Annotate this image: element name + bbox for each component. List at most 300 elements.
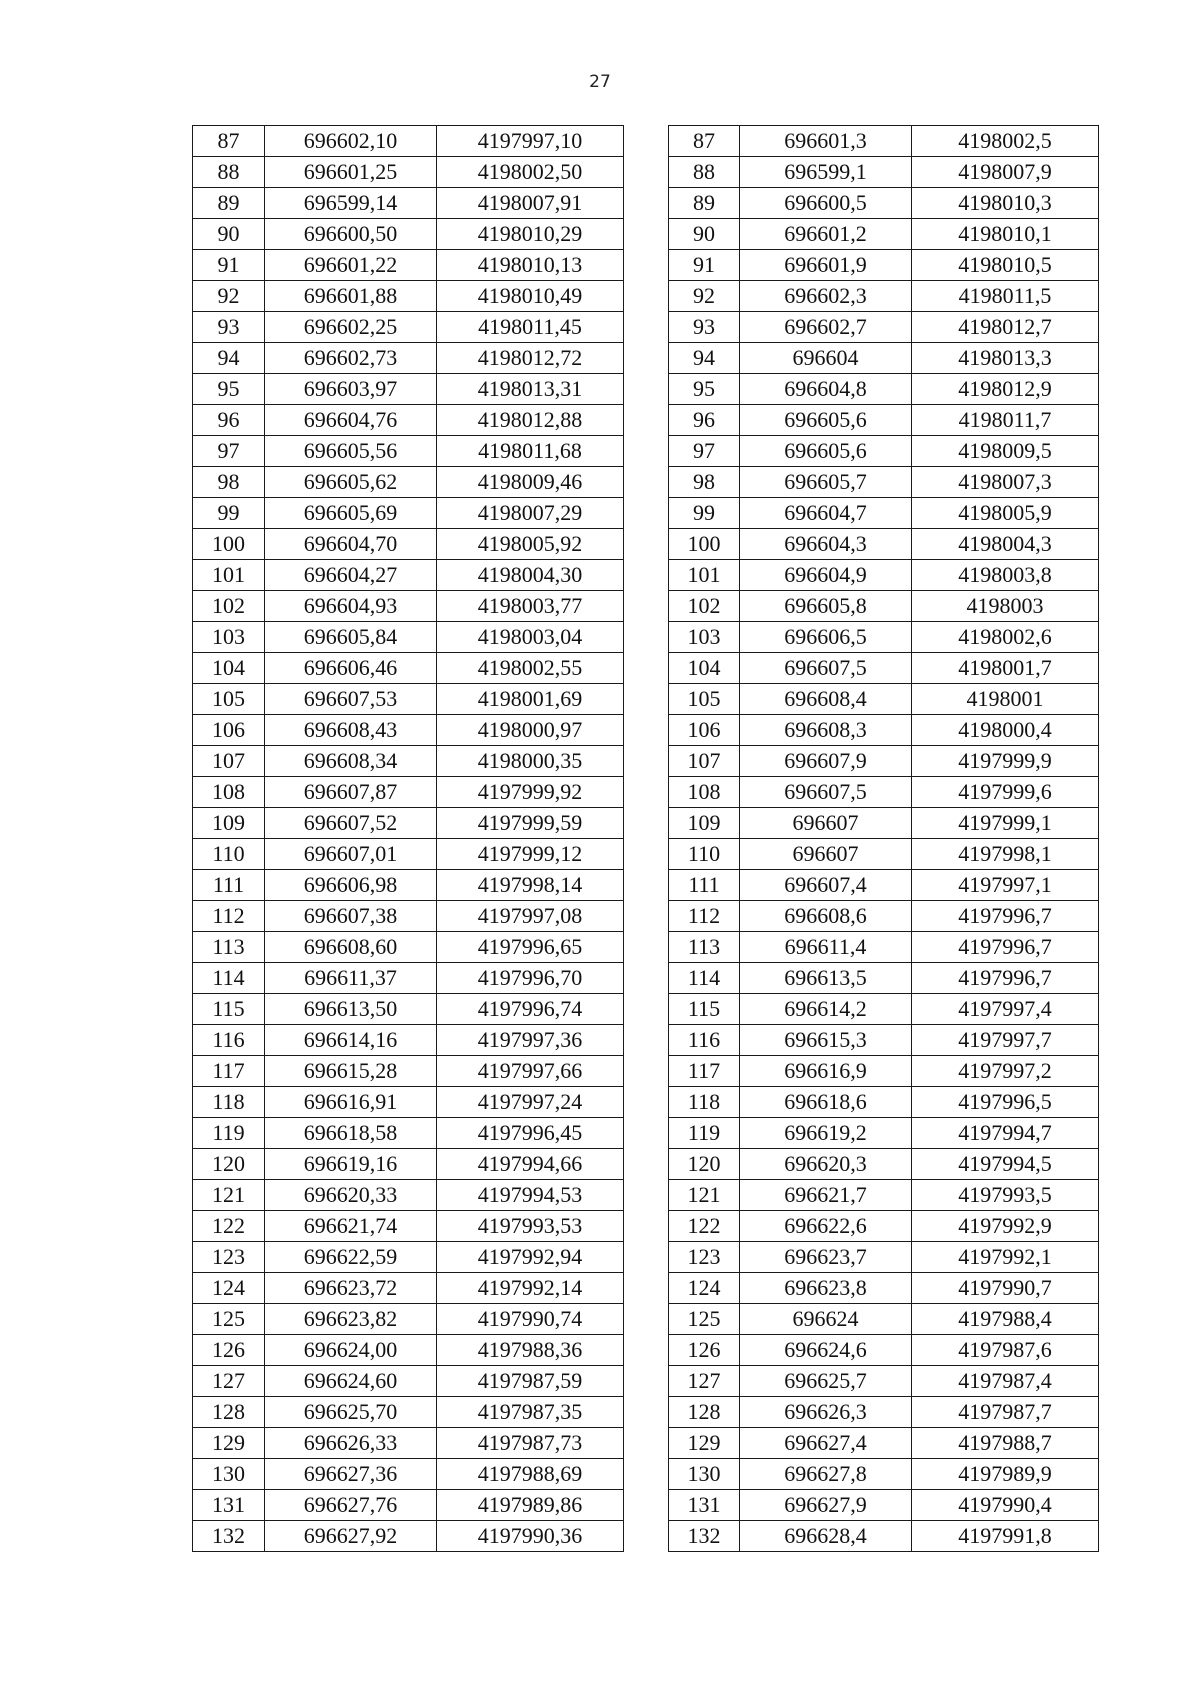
x-coordinate-cell: 696627,76 [265, 1490, 437, 1521]
y-coordinate-cell: 4197988,36 [437, 1335, 624, 1366]
y-coordinate-cell: 4197990,74 [437, 1304, 624, 1335]
point-number-cell: 96 [193, 405, 265, 436]
x-coordinate-cell: 696600,5 [740, 188, 912, 219]
x-coordinate-cell: 696604,3 [740, 529, 912, 560]
point-number-cell: 104 [193, 653, 265, 684]
table-row [669, 498, 1099, 529]
point-number-cell: 131 [193, 1490, 265, 1521]
x-coordinate-cell: 696622,59 [265, 1242, 437, 1273]
table-row [669, 1025, 1099, 1056]
y-coordinate-cell: 4198007,29 [437, 498, 624, 529]
table-row [193, 1335, 624, 1366]
table-row [193, 1428, 624, 1459]
point-number-cell: 114 [193, 963, 265, 994]
point-number-cell: 120 [669, 1149, 740, 1180]
x-coordinate-cell: 696626,3 [740, 1397, 912, 1428]
y-coordinate-cell: 4197987,73 [437, 1428, 624, 1459]
table-row [193, 1118, 624, 1149]
y-coordinate-cell: 4198010,5 [912, 250, 1099, 281]
point-number-cell: 88 [669, 157, 740, 188]
point-number-cell: 118 [669, 1087, 740, 1118]
x-coordinate-cell: 696602,73 [265, 343, 437, 374]
table-row [193, 1149, 624, 1180]
point-number-cell: 129 [669, 1428, 740, 1459]
point-number-cell: 122 [193, 1211, 265, 1242]
point-number-cell: 110 [193, 839, 265, 870]
table-row [193, 498, 624, 529]
y-coordinate-cell: 4198011,7 [912, 405, 1099, 436]
point-number-cell: 132 [669, 1521, 740, 1552]
point-number-cell: 89 [193, 188, 265, 219]
table-row [193, 219, 624, 250]
table-row [193, 1211, 624, 1242]
coordinates-table-right [668, 125, 1099, 1552]
point-number-cell: 116 [669, 1025, 740, 1056]
table-row [193, 312, 624, 343]
x-coordinate-cell: 696621,74 [265, 1211, 437, 1242]
table-row [193, 560, 624, 591]
table-row [193, 684, 624, 715]
y-coordinate-cell: 4198001,69 [437, 684, 624, 715]
point-number-cell: 123 [193, 1242, 265, 1273]
y-coordinate-cell: 4197996,5 [912, 1087, 1099, 1118]
table-row [669, 312, 1099, 343]
table-row [669, 281, 1099, 312]
x-coordinate-cell: 696623,82 [265, 1304, 437, 1335]
x-coordinate-cell: 696601,25 [265, 157, 437, 188]
x-coordinate-cell: 696606,5 [740, 622, 912, 653]
y-coordinate-cell: 4197987,4 [912, 1366, 1099, 1397]
point-number-cell: 126 [669, 1335, 740, 1366]
x-coordinate-cell: 696624,6 [740, 1335, 912, 1366]
point-number-cell: 92 [669, 281, 740, 312]
table-row [193, 1304, 624, 1335]
x-coordinate-cell: 696602,3 [740, 281, 912, 312]
point-number-cell: 125 [669, 1304, 740, 1335]
point-number-cell: 130 [193, 1459, 265, 1490]
x-coordinate-cell: 696604,27 [265, 560, 437, 591]
x-coordinate-cell: 696614,16 [265, 1025, 437, 1056]
table-row [669, 1304, 1099, 1335]
x-coordinate-cell: 696625,7 [740, 1366, 912, 1397]
point-number-cell: 118 [193, 1087, 265, 1118]
table-row [193, 653, 624, 684]
x-coordinate-cell: 696624,00 [265, 1335, 437, 1366]
point-number-cell: 128 [669, 1397, 740, 1428]
x-coordinate-cell: 696601,9 [740, 250, 912, 281]
table-row [193, 715, 624, 746]
table-row [193, 1521, 624, 1552]
y-coordinate-cell: 4198002,5 [912, 126, 1099, 157]
y-coordinate-cell: 4197994,7 [912, 1118, 1099, 1149]
y-coordinate-cell: 4197994,66 [437, 1149, 624, 1180]
point-number-cell: 91 [669, 250, 740, 281]
table-body-left [193, 126, 624, 1552]
y-coordinate-cell: 4197988,4 [912, 1304, 1099, 1335]
point-number-cell: 125 [193, 1304, 265, 1335]
table-row [669, 1397, 1099, 1428]
y-coordinate-cell: 4198012,7 [912, 312, 1099, 343]
y-coordinate-cell: 4197992,9 [912, 1211, 1099, 1242]
x-coordinate-cell: 696605,7 [740, 467, 912, 498]
x-coordinate-cell: 696611,37 [265, 963, 437, 994]
y-coordinate-cell: 4198000,35 [437, 746, 624, 777]
table-row [193, 777, 624, 808]
table-row [193, 591, 624, 622]
x-coordinate-cell: 696616,91 [265, 1087, 437, 1118]
x-coordinate-cell: 696602,10 [265, 126, 437, 157]
x-coordinate-cell: 696603,97 [265, 374, 437, 405]
table-row [193, 901, 624, 932]
point-number-cell: 124 [193, 1273, 265, 1304]
y-coordinate-cell: 4198013,31 [437, 374, 624, 405]
y-coordinate-cell: 4198009,46 [437, 467, 624, 498]
point-number-cell: 112 [669, 901, 740, 932]
table-row [669, 622, 1099, 653]
table-row [193, 467, 624, 498]
x-coordinate-cell: 696604,70 [265, 529, 437, 560]
x-coordinate-cell: 696624,60 [265, 1366, 437, 1397]
point-number-cell: 89 [669, 188, 740, 219]
point-number-cell: 110 [669, 839, 740, 870]
y-coordinate-cell: 4197997,24 [437, 1087, 624, 1118]
table-row [669, 1490, 1099, 1521]
y-coordinate-cell: 4198013,3 [912, 343, 1099, 374]
y-coordinate-cell: 4197993,53 [437, 1211, 624, 1242]
point-number-cell: 102 [669, 591, 740, 622]
table-row [669, 1335, 1099, 1366]
point-number-cell: 111 [193, 870, 265, 901]
table-body-right [669, 126, 1099, 1552]
y-coordinate-cell: 4197987,59 [437, 1366, 624, 1397]
x-coordinate-cell: 696626,33 [265, 1428, 437, 1459]
y-coordinate-cell: 4198007,9 [912, 157, 1099, 188]
table-row [193, 281, 624, 312]
y-coordinate-cell: 4198010,13 [437, 250, 624, 281]
y-coordinate-cell: 4197996,7 [912, 963, 1099, 994]
x-coordinate-cell: 696623,72 [265, 1273, 437, 1304]
x-coordinate-cell: 696607,53 [265, 684, 437, 715]
x-coordinate-cell: 696605,6 [740, 405, 912, 436]
y-coordinate-cell: 4198011,68 [437, 436, 624, 467]
table-row [669, 870, 1099, 901]
point-number-cell: 87 [669, 126, 740, 157]
point-number-cell: 122 [669, 1211, 740, 1242]
table-row [669, 126, 1099, 157]
point-number-cell: 109 [669, 808, 740, 839]
point-number-cell: 128 [193, 1397, 265, 1428]
table-row [669, 777, 1099, 808]
y-coordinate-cell: 4198005,92 [437, 529, 624, 560]
y-coordinate-cell: 4197997,4 [912, 994, 1099, 1025]
y-coordinate-cell: 4198009,5 [912, 436, 1099, 467]
x-coordinate-cell: 696601,3 [740, 126, 912, 157]
x-coordinate-cell: 696600,50 [265, 219, 437, 250]
x-coordinate-cell: 696627,92 [265, 1521, 437, 1552]
x-coordinate-cell: 696607,4 [740, 870, 912, 901]
table-row [193, 374, 624, 405]
x-coordinate-cell: 696606,46 [265, 653, 437, 684]
table-row [669, 932, 1099, 963]
x-coordinate-cell: 696602,25 [265, 312, 437, 343]
point-number-cell: 121 [193, 1180, 265, 1211]
table-row [669, 839, 1099, 870]
y-coordinate-cell: 4198011,5 [912, 281, 1099, 312]
x-coordinate-cell: 696614,2 [740, 994, 912, 1025]
x-coordinate-cell: 696616,9 [740, 1056, 912, 1087]
table-row [193, 1366, 624, 1397]
point-number-cell: 95 [669, 374, 740, 405]
point-number-cell: 97 [193, 436, 265, 467]
point-number-cell: 127 [669, 1366, 740, 1397]
table-row [193, 1397, 624, 1428]
x-coordinate-cell: 696623,7 [740, 1242, 912, 1273]
y-coordinate-cell: 4197998,14 [437, 870, 624, 901]
page-number: 27 [589, 72, 611, 92]
point-number-cell: 117 [193, 1056, 265, 1087]
table-row [669, 436, 1099, 467]
y-coordinate-cell: 4197999,92 [437, 777, 624, 808]
x-coordinate-cell: 696605,8 [740, 591, 912, 622]
y-coordinate-cell: 4197988,7 [912, 1428, 1099, 1459]
x-coordinate-cell: 696607 [740, 839, 912, 870]
y-coordinate-cell: 4198003 [912, 591, 1099, 622]
y-coordinate-cell: 4198003,77 [437, 591, 624, 622]
y-coordinate-cell: 4197997,7 [912, 1025, 1099, 1056]
point-number-cell: 121 [669, 1180, 740, 1211]
y-coordinate-cell: 4197990,7 [912, 1273, 1099, 1304]
table-row [669, 1428, 1099, 1459]
table-row [669, 1242, 1099, 1273]
x-coordinate-cell: 696613,50 [265, 994, 437, 1025]
table-row [669, 653, 1099, 684]
table-row [669, 591, 1099, 622]
table-row [669, 1056, 1099, 1087]
table-row [193, 622, 624, 653]
point-number-cell: 106 [193, 715, 265, 746]
y-coordinate-cell: 4197992,14 [437, 1273, 624, 1304]
x-coordinate-cell: 696615,28 [265, 1056, 437, 1087]
point-number-cell: 101 [669, 560, 740, 591]
y-coordinate-cell: 4197993,5 [912, 1180, 1099, 1211]
table-row [669, 901, 1099, 932]
point-number-cell: 87 [193, 126, 265, 157]
x-coordinate-cell: 696599,1 [740, 157, 912, 188]
table-row [193, 808, 624, 839]
table-row [669, 684, 1099, 715]
y-coordinate-cell: 4197999,6 [912, 777, 1099, 808]
table-row [669, 157, 1099, 188]
table-row [193, 405, 624, 436]
x-coordinate-cell: 696624 [740, 1304, 912, 1335]
point-number-cell: 94 [193, 343, 265, 374]
x-coordinate-cell: 696607,52 [265, 808, 437, 839]
x-coordinate-cell: 696607,87 [265, 777, 437, 808]
x-coordinate-cell: 696599,14 [265, 188, 437, 219]
x-coordinate-cell: 696623,8 [740, 1273, 912, 1304]
table-row [669, 1521, 1099, 1552]
x-coordinate-cell: 696608,3 [740, 715, 912, 746]
x-coordinate-cell: 696606,98 [265, 870, 437, 901]
point-number-cell: 131 [669, 1490, 740, 1521]
x-coordinate-cell: 696604,8 [740, 374, 912, 405]
table-row [669, 746, 1099, 777]
point-number-cell: 102 [193, 591, 265, 622]
x-coordinate-cell: 696607,01 [265, 839, 437, 870]
point-number-cell: 96 [669, 405, 740, 436]
y-coordinate-cell: 4197999,9 [912, 746, 1099, 777]
y-coordinate-cell: 4197990,36 [437, 1521, 624, 1552]
table-row [669, 1459, 1099, 1490]
y-coordinate-cell: 4198010,3 [912, 188, 1099, 219]
x-coordinate-cell: 696615,3 [740, 1025, 912, 1056]
table-row [193, 746, 624, 777]
table-row [669, 715, 1099, 746]
point-number-cell: 108 [193, 777, 265, 808]
point-number-cell: 127 [193, 1366, 265, 1397]
point-number-cell: 126 [193, 1335, 265, 1366]
table-row [669, 343, 1099, 374]
point-number-cell: 95 [193, 374, 265, 405]
y-coordinate-cell: 4197999,12 [437, 839, 624, 870]
table-row [669, 808, 1099, 839]
y-coordinate-cell: 4198000,4 [912, 715, 1099, 746]
x-coordinate-cell: 696625,70 [265, 1397, 437, 1428]
point-number-cell: 103 [669, 622, 740, 653]
y-coordinate-cell: 4198011,45 [437, 312, 624, 343]
y-coordinate-cell: 4197996,70 [437, 963, 624, 994]
x-coordinate-cell: 696613,5 [740, 963, 912, 994]
x-coordinate-cell: 696601,2 [740, 219, 912, 250]
y-coordinate-cell: 4197996,74 [437, 994, 624, 1025]
point-number-cell: 112 [193, 901, 265, 932]
y-coordinate-cell: 4197987,6 [912, 1335, 1099, 1366]
x-coordinate-cell: 696607,38 [265, 901, 437, 932]
x-coordinate-cell: 696628,4 [740, 1521, 912, 1552]
y-coordinate-cell: 4197999,59 [437, 808, 624, 839]
point-number-cell: 101 [193, 560, 265, 591]
y-coordinate-cell: 4198012,88 [437, 405, 624, 436]
coordinates-table-left [192, 125, 624, 1552]
point-number-cell: 132 [193, 1521, 265, 1552]
table-row [193, 839, 624, 870]
point-number-cell: 94 [669, 343, 740, 374]
point-number-cell: 99 [669, 498, 740, 529]
table-row [669, 529, 1099, 560]
y-coordinate-cell: 4197997,2 [912, 1056, 1099, 1087]
point-number-cell: 105 [669, 684, 740, 715]
table-row [193, 250, 624, 281]
table-row [193, 870, 624, 901]
point-number-cell: 97 [669, 436, 740, 467]
point-number-cell: 117 [669, 1056, 740, 1087]
point-number-cell: 114 [669, 963, 740, 994]
y-coordinate-cell: 4197997,08 [437, 901, 624, 932]
point-number-cell: 100 [193, 529, 265, 560]
table-row [669, 374, 1099, 405]
point-number-cell: 100 [669, 529, 740, 560]
point-number-cell: 88 [193, 157, 265, 188]
table-row [193, 1459, 624, 1490]
table-row [669, 188, 1099, 219]
x-coordinate-cell: 696607,9 [740, 746, 912, 777]
x-coordinate-cell: 696627,36 [265, 1459, 437, 1490]
y-coordinate-cell: 4197996,65 [437, 932, 624, 963]
point-number-cell: 92 [193, 281, 265, 312]
x-coordinate-cell: 696607,5 [740, 653, 912, 684]
table-row [193, 963, 624, 994]
point-number-cell: 104 [669, 653, 740, 684]
x-coordinate-cell: 696608,4 [740, 684, 912, 715]
point-number-cell: 124 [669, 1273, 740, 1304]
table-row [669, 994, 1099, 1025]
point-number-cell: 109 [193, 808, 265, 839]
point-number-cell: 130 [669, 1459, 740, 1490]
y-coordinate-cell: 4197991,8 [912, 1521, 1099, 1552]
x-coordinate-cell: 696604,93 [265, 591, 437, 622]
table-row [669, 405, 1099, 436]
point-number-cell: 120 [193, 1149, 265, 1180]
table-row [193, 1025, 624, 1056]
table-row [193, 126, 624, 157]
y-coordinate-cell: 4198003,04 [437, 622, 624, 653]
x-coordinate-cell: 696611,4 [740, 932, 912, 963]
y-coordinate-cell: 4197996,7 [912, 932, 1099, 963]
y-coordinate-cell: 4198004,3 [912, 529, 1099, 560]
y-coordinate-cell: 4198004,30 [437, 560, 624, 591]
table-row [193, 1056, 624, 1087]
y-coordinate-cell: 4197994,5 [912, 1149, 1099, 1180]
y-coordinate-cell: 4198000,97 [437, 715, 624, 746]
point-number-cell: 98 [193, 467, 265, 498]
point-number-cell: 105 [193, 684, 265, 715]
y-coordinate-cell: 4198001,7 [912, 653, 1099, 684]
y-coordinate-cell: 4197998,1 [912, 839, 1099, 870]
point-number-cell: 98 [669, 467, 740, 498]
x-coordinate-cell: 696619,16 [265, 1149, 437, 1180]
table-row [669, 1366, 1099, 1397]
point-number-cell: 115 [669, 994, 740, 1025]
point-number-cell: 113 [193, 932, 265, 963]
table-row [193, 529, 624, 560]
point-number-cell: 108 [669, 777, 740, 808]
y-coordinate-cell: 4197999,1 [912, 808, 1099, 839]
x-coordinate-cell: 696605,69 [265, 498, 437, 529]
table-row [193, 1087, 624, 1118]
table-row [193, 994, 624, 1025]
table-row [193, 436, 624, 467]
x-coordinate-cell: 696620,3 [740, 1149, 912, 1180]
y-coordinate-cell: 4198002,50 [437, 157, 624, 188]
x-coordinate-cell: 696608,43 [265, 715, 437, 746]
x-coordinate-cell: 696618,6 [740, 1087, 912, 1118]
y-coordinate-cell: 4197988,69 [437, 1459, 624, 1490]
y-coordinate-cell: 4197997,1 [912, 870, 1099, 901]
point-number-cell: 115 [193, 994, 265, 1025]
x-coordinate-cell: 696608,60 [265, 932, 437, 963]
point-number-cell: 129 [193, 1428, 265, 1459]
point-number-cell: 93 [193, 312, 265, 343]
x-coordinate-cell: 696627,8 [740, 1459, 912, 1490]
table-row [669, 1118, 1099, 1149]
x-coordinate-cell: 696627,4 [740, 1428, 912, 1459]
y-coordinate-cell: 4197997,36 [437, 1025, 624, 1056]
y-coordinate-cell: 4198010,49 [437, 281, 624, 312]
table-row [669, 1211, 1099, 1242]
point-number-cell: 93 [669, 312, 740, 343]
y-coordinate-cell: 4198003,8 [912, 560, 1099, 591]
x-coordinate-cell: 696618,58 [265, 1118, 437, 1149]
